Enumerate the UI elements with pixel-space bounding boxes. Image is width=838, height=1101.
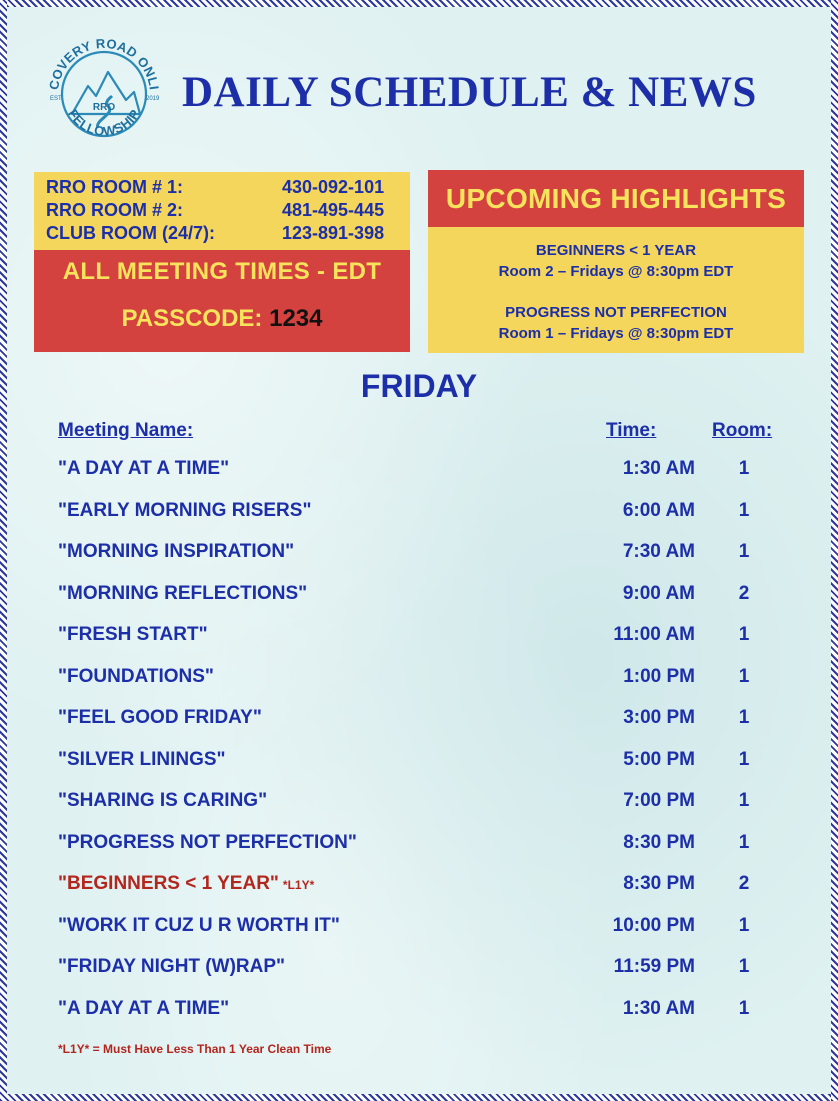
meeting-room: 1: [738, 499, 750, 521]
meeting-time: 5:00 PM: [623, 748, 695, 770]
meeting-name: "FOUNDATIONS": [58, 665, 214, 687]
border-bottom: [0, 1094, 838, 1101]
highlights-heading: UPCOMING HIGHLIGHTS: [428, 170, 804, 227]
table-row: [0, 541, 838, 571]
room-codes-box: [34, 172, 410, 250]
highlight-title: BEGINNERS < 1 YEAR: [535, 242, 697, 259]
meeting-name: "SILVER LININGS": [58, 748, 226, 770]
meeting-room: 2: [738, 873, 750, 894]
room-label: CLUB ROOM (24/7):: [46, 223, 216, 243]
table-row: [0, 707, 838, 737]
room-code: 123-891-398: [282, 223, 385, 243]
meeting-name: "MORNING REFLECTIONS": [58, 582, 308, 604]
meeting-name: "A DAY AT A TIME": [58, 458, 230, 479]
meeting-time: 7:30 AM: [622, 541, 695, 562]
highlight-detail: Room 2 – Fridays @ 8:30pm EDT: [498, 263, 734, 280]
logo-arc-top-text: COVERY ROAD ONLI: [46, 35, 162, 91]
logo-est-text: EST.: [50, 96, 63, 102]
meeting-name: "FRESH START": [58, 624, 208, 645]
footnote: *L1Y* = Must Have Less Than 1 Year Clean Time: [58, 1042, 332, 1056]
meeting-name: "SHARING IS CARING": [58, 790, 268, 811]
meeting-time: 9:00 AM: [622, 582, 695, 604]
table-row: [0, 624, 838, 654]
passcode-row: [34, 305, 410, 333]
meeting-room: 2: [738, 582, 750, 604]
rro-logo: [36, 28, 172, 158]
meeting-name: "A DAY AT A TIME": [58, 997, 230, 1019]
meeting-room: 1: [738, 748, 750, 770]
passcode-label: PASSCODE:: [121, 305, 263, 332]
room-label: RRO ROOM # 2:: [46, 200, 184, 220]
meeting-time: 6:00 AM: [622, 499, 695, 521]
meeting-room: 1: [738, 624, 750, 645]
meeting-time: 8:30 PM: [623, 831, 695, 853]
border-top: [0, 0, 838, 7]
highlight-detail: Room 1 – Fridays @ 8:30pm EDT: [498, 325, 734, 342]
meeting-times-box: [34, 250, 410, 352]
logo-arc-bottom-text: FELLOWSHIP: [65, 106, 143, 139]
day-heading: FRIDAY: [360, 368, 478, 404]
highlight-title: PROGRESS NOT PERFECTION: [505, 304, 727, 321]
passcode-value: 1234: [269, 305, 323, 332]
logo-center-text: RRO: [92, 102, 116, 113]
meeting-name: "FRIDAY NIGHT (W)RAP": [58, 956, 286, 977]
highlights-box: [428, 227, 804, 353]
table-row: [0, 749, 838, 779]
table-row: [0, 583, 838, 613]
page-title: DAILY SCHEDULE & NEWS: [182, 69, 757, 116]
table-row: [0, 998, 838, 1028]
meeting-room: 1: [738, 914, 750, 936]
table-row: [0, 458, 838, 488]
table-row: [0, 666, 838, 696]
meeting-time: 7:00 PM: [623, 790, 695, 811]
meeting-time: 10:00 PM: [612, 914, 695, 936]
logo-emblem-icon: [36, 28, 172, 158]
room-row: [46, 176, 400, 199]
meeting-time: 1:30 AM: [622, 458, 695, 479]
meeting-room: 1: [738, 458, 750, 479]
room-code: 430-092-101: [282, 177, 385, 197]
column-header-name: Meeting Name:: [58, 420, 194, 441]
meeting-name: "WORK IT CUZ U R WORTH IT": [58, 914, 340, 936]
meeting-times-note: ALL MEETING TIMES - EDT: [62, 258, 382, 285]
meeting-room: 1: [738, 956, 750, 977]
meeting-time: 8:30 PM: [623, 873, 695, 894]
room-row: [46, 199, 400, 222]
table-row: [0, 956, 838, 986]
meeting-room: 1: [738, 997, 750, 1019]
meeting-name: "PROGRESS NOT PERFECTION": [58, 831, 357, 853]
room-row: [46, 222, 400, 245]
room-label: RRO ROOM # 1:: [46, 177, 184, 197]
meeting-time: 11:00 AM: [613, 624, 695, 645]
table-row: [0, 915, 838, 945]
logo-year-text: 2019: [146, 96, 160, 102]
meeting-room: 1: [738, 665, 750, 687]
table-row: [0, 500, 838, 530]
table-row: [0, 873, 838, 903]
meeting-note: *L1Y*: [282, 878, 315, 892]
meeting-time: 3:00 PM: [623, 707, 695, 728]
meeting-room: 1: [738, 790, 750, 811]
room-code: 481-495-445: [282, 200, 385, 220]
meeting-name: "BEGINNERS < 1 YEAR" *L1Y*: [58, 873, 315, 894]
meeting-name: "EARLY MORNING RISERS": [58, 499, 312, 521]
meeting-room: 1: [738, 831, 750, 853]
meeting-time: 1:30 AM: [622, 997, 695, 1019]
meeting-name: "FEEL GOOD FRIDAY": [58, 707, 262, 728]
table-row: [0, 790, 838, 820]
column-header-time: Time:: [606, 420, 657, 441]
column-header-room: Room:: [712, 420, 773, 441]
meeting-room: 1: [738, 541, 750, 562]
meeting-time: 11:59 PM: [613, 956, 695, 977]
meeting-name: "MORNING INSPIRATION": [58, 541, 295, 562]
meeting-time: 1:00 PM: [623, 665, 695, 687]
meeting-room: 1: [738, 707, 750, 728]
table-row: [0, 832, 838, 862]
